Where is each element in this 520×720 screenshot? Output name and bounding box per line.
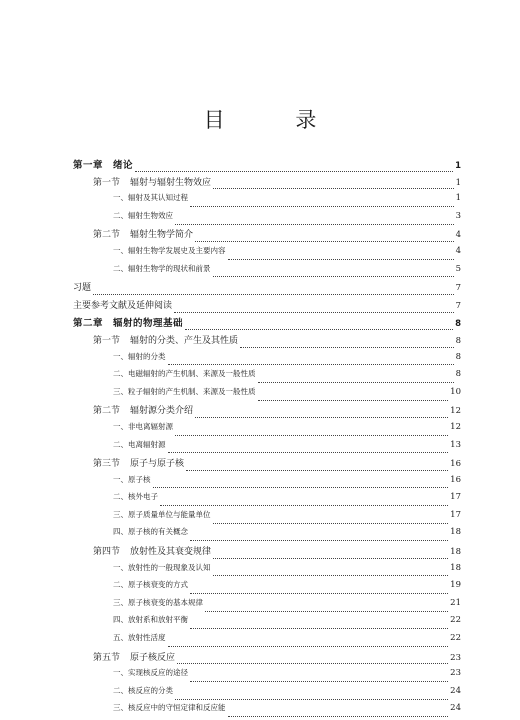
toc-entry-page-number: 7	[455, 283, 461, 294]
dot-leader	[175, 215, 454, 225]
toc-entry-text: 五、放射性活度	[113, 633, 166, 643]
toc-entry-label	[93, 544, 211, 557]
dot-leader	[258, 373, 454, 383]
dot-leader	[190, 531, 448, 541]
toc-entry-text: 辐射的物理基础	[113, 318, 184, 330]
toc-entry-label	[113, 351, 166, 362]
toc-entry-page-number: 16	[450, 474, 461, 485]
toc-entry-label	[113, 667, 188, 678]
dot-leader	[168, 637, 449, 647]
toc-entry[interactable]	[73, 298, 461, 316]
toc-entry[interactable]	[73, 685, 461, 703]
toc-entry[interactable]	[73, 526, 461, 544]
toc-entry-label	[93, 650, 175, 663]
toc-entry-text: 一、辐射及其认知过程	[113, 193, 188, 203]
page-title: 目 录	[203, 108, 349, 132]
toc-entry-label	[113, 509, 211, 520]
toc-entry-label	[113, 474, 151, 485]
toc-entry-label	[93, 227, 193, 240]
toc-entry-text: 二、核外电子	[113, 492, 158, 502]
toc-entry-text: 辐射源分类介绍	[130, 406, 194, 417]
toc-entry-page-number: 22	[450, 615, 461, 626]
toc-entry-text: 三、核反应中的守恒定律和反应能	[113, 703, 226, 713]
toc-entry-label	[113, 368, 256, 379]
toc-entry[interactable]	[73, 597, 461, 615]
dot-leader	[240, 338, 454, 348]
toc-entry-text: 三、粒子辐射的产生机制、来源及一般性质	[113, 386, 256, 396]
toc-entry-number: 第二节	[93, 230, 121, 241]
toc-entry-text: 辐射的分类、产生及其性质	[130, 335, 239, 346]
toc-entry-label	[113, 386, 256, 397]
toc-entry-page-number: 19	[450, 580, 461, 591]
toc-entry[interactable]	[73, 667, 461, 685]
toc-entry-number: 第三节	[93, 459, 121, 470]
toc-entry-text: 二、辐射生物学的现状和前景	[113, 263, 211, 273]
toc-entry-text: 一、非电离辐射源	[113, 421, 173, 431]
toc-entry-page-number: 3	[455, 210, 461, 221]
toc-entry-label	[73, 157, 133, 171]
toc-entry-page-number: 8	[455, 335, 461, 346]
toc-entry-page-number: 8	[455, 351, 461, 362]
toc-entry-page-number: 24	[450, 685, 461, 696]
dot-leader	[205, 602, 448, 612]
toc-entry-text: 二、原子核衰变的方式	[113, 580, 188, 590]
toc-entry[interactable]	[73, 579, 461, 597]
toc-entry-text: 二、核反应的分类	[113, 685, 173, 695]
dot-leader	[190, 672, 448, 682]
toc-entry[interactable]	[73, 263, 461, 281]
toc-entry[interactable]	[73, 175, 461, 193]
dot-leader	[213, 179, 454, 189]
dot-leader	[195, 408, 448, 418]
toc-entry-page-number: 4	[455, 230, 461, 241]
toc-entry-number: 第二章	[73, 318, 104, 330]
toc-entry-text: 二、电离辐射源	[113, 439, 166, 449]
toc-entry-text: 辐射生物学简介	[130, 230, 194, 241]
toc-entry-page-number: 18	[450, 562, 461, 573]
toc-entry-label	[73, 280, 91, 293]
toc-entry[interactable]	[73, 491, 461, 509]
toc-entry-text: 绪论	[113, 160, 134, 171]
toc-entry-page-number: 13	[450, 439, 461, 450]
table-of-contents	[73, 157, 461, 720]
toc-entry[interactable]	[73, 632, 461, 650]
toc-entry-label	[113, 210, 173, 221]
dot-leader	[93, 285, 454, 295]
toc-entry-page-number: 24	[450, 703, 461, 714]
dot-leader	[177, 654, 448, 664]
toc-entry-label	[73, 298, 172, 311]
toc-entry[interactable]	[73, 702, 461, 720]
toc-entry-label	[73, 315, 183, 329]
toc-entry-number: 第一节	[93, 177, 121, 188]
toc-entry[interactable]	[73, 227, 461, 245]
toc-entry-label	[113, 439, 166, 450]
toc-entry-label	[93, 403, 193, 416]
toc-entry-page-number: 5	[455, 263, 461, 274]
toc-entry-label	[113, 562, 211, 573]
toc-entry-page-number: 16	[450, 459, 461, 470]
toc-entry-label	[93, 456, 184, 469]
toc-entry[interactable]	[73, 439, 461, 457]
toc-entry-label	[93, 333, 238, 346]
dot-leader	[213, 566, 449, 576]
dot-leader	[175, 690, 448, 700]
toc-entry[interactable]	[73, 280, 461, 298]
toc-entry[interactable]	[73, 456, 461, 474]
toc-entry-page-number: 4	[455, 245, 461, 256]
toc-entry-page-number: 1	[455, 161, 461, 171]
toc-entry-page-number: 10	[450, 386, 461, 397]
toc-entry-label	[113, 685, 173, 696]
toc-entry[interactable]	[73, 509, 461, 527]
toc-entry-page-number: 18	[450, 527, 461, 538]
dot-leader	[185, 320, 453, 330]
toc-entry[interactable]	[73, 245, 461, 263]
toc-entry-page-number: 7	[455, 300, 461, 311]
toc-entry[interactable]	[73, 403, 461, 421]
toc-entry-page-number: 18	[450, 547, 461, 558]
dot-leader	[175, 426, 448, 436]
toc-entry-page-number: 17	[450, 492, 461, 503]
toc-entry-text: 原子核反应	[130, 652, 176, 663]
toc-entry-page-number: 1	[455, 177, 461, 188]
toc-entry-label	[113, 491, 158, 502]
dot-leader	[190, 619, 448, 629]
toc-entry-label	[113, 614, 188, 625]
toc-entry-label	[113, 421, 173, 432]
toc-entry-page-number: 23	[450, 652, 461, 663]
toc-entry-text: 一、辐射的分类	[113, 351, 166, 361]
toc-entry-label	[113, 579, 188, 590]
dot-leader	[213, 549, 448, 559]
toc-entry-label	[113, 245, 226, 256]
toc-entry-page-number: 8	[455, 319, 461, 330]
toc-entry-text: 一、辐射生物学发展史及主要内容	[113, 245, 226, 255]
toc-entry-text: 一、实现核反应的途径	[113, 668, 188, 678]
dot-leader	[213, 514, 449, 524]
toc-entry-text: 四、放射系和放射平衡	[113, 615, 188, 625]
dot-leader	[153, 478, 449, 488]
dot-leader	[190, 584, 448, 594]
dot-leader	[135, 162, 453, 172]
toc-entry[interactable]	[73, 351, 461, 369]
toc-entry-text: 放射性及其衰变规律	[130, 547, 212, 558]
dot-leader	[160, 496, 448, 506]
toc-entry-text: 四、原子核的有关概念	[113, 527, 188, 537]
dot-leader	[168, 443, 449, 453]
toc-entry[interactable]	[73, 315, 461, 333]
dot-leader	[228, 707, 449, 717]
dot-leader	[258, 391, 449, 401]
toc-entry-page-number: 23	[450, 668, 461, 679]
toc-entry-text: 三、原子核衰变的基本规律	[113, 597, 203, 607]
toc-entry[interactable]	[73, 544, 461, 562]
toc-entry[interactable]	[73, 650, 461, 668]
toc-entry-page-number: 8	[455, 369, 461, 380]
toc-entry-text: 一、原子核	[113, 474, 151, 484]
toc-entry-text: 一、放射性的一般现象及认知	[113, 562, 211, 572]
dot-leader	[190, 197, 454, 207]
toc-entry-page-number: 21	[450, 597, 461, 608]
dot-leader	[186, 461, 448, 471]
toc-entry-label	[113, 526, 188, 537]
toc-entry[interactable]	[73, 333, 461, 351]
toc-entry-page-number: 12	[450, 421, 461, 432]
dot-leader	[168, 355, 454, 365]
toc-entry-label	[93, 175, 211, 188]
toc-entry-text: 三、原子质量单位与能量单位	[113, 509, 211, 519]
toc-entry-page-number: 1	[455, 193, 461, 204]
toc-entry-label	[113, 192, 188, 203]
dot-leader	[174, 303, 454, 313]
toc-entry-text: 原子与原子核	[130, 459, 185, 470]
toc-entry[interactable]	[73, 474, 461, 492]
toc-entry-label	[113, 702, 226, 713]
toc-entry-number: 第四节	[93, 547, 121, 558]
toc-entry-text: 二、辐射生物效应	[113, 210, 173, 220]
toc-entry-page-number: 12	[450, 406, 461, 417]
toc-entry[interactable]	[73, 157, 461, 175]
toc-entry-text: 辐射与辐射生物效应	[130, 177, 212, 188]
toc-entry-number: 第一章	[73, 160, 104, 171]
toc-entry-text: 习题	[73, 283, 92, 294]
toc-entry-page-number: 17	[450, 509, 461, 520]
dot-leader	[213, 267, 454, 277]
toc-entry-number: 第五节	[93, 652, 121, 663]
dot-leader	[228, 250, 454, 260]
toc-entry-text: 主要参考文献及延伸阅读	[73, 300, 173, 311]
toc-entry[interactable]	[73, 192, 461, 210]
toc-entry[interactable]	[73, 210, 461, 228]
toc-entry[interactable]	[73, 368, 461, 386]
toc-entry[interactable]	[73, 386, 461, 404]
toc-entry-page-number: 22	[450, 633, 461, 644]
toc-entry-label	[113, 597, 203, 608]
toc-entry-number: 第二节	[93, 406, 121, 417]
toc-entry-text: 二、电磁辐射的产生机制、来源及一般性质	[113, 369, 256, 379]
toc-entry[interactable]	[73, 562, 461, 580]
toc-entry-label	[113, 632, 166, 643]
toc-entry-label	[113, 263, 211, 274]
dot-leader	[195, 232, 454, 242]
toc-entry-number: 第一节	[93, 335, 121, 346]
toc-entry[interactable]	[73, 421, 461, 439]
toc-entry[interactable]	[73, 614, 461, 632]
